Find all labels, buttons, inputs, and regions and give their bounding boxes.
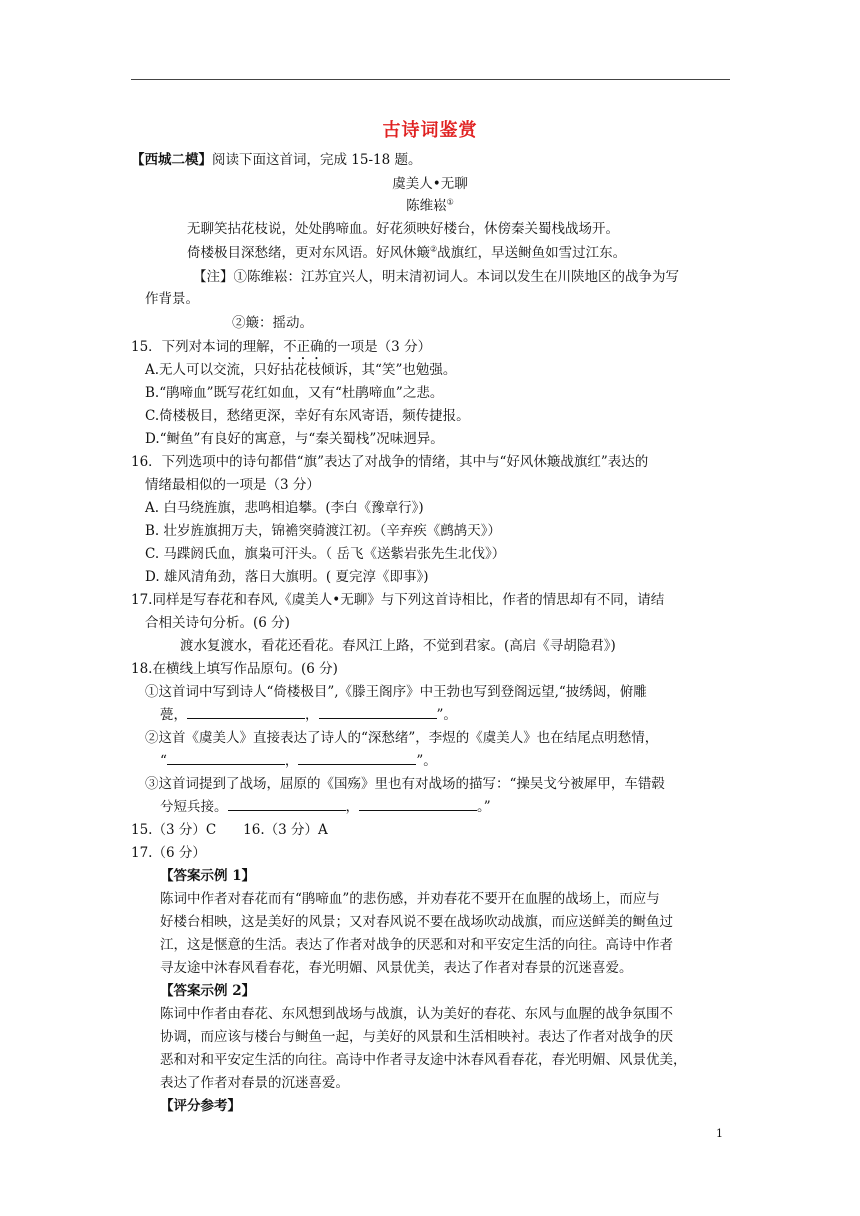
answer-example-2-label: 【答案示例 2】 <box>160 983 256 999</box>
answer-blank[interactable] <box>298 751 416 765</box>
q15-option-a: A.无人可以交流，只好拈花枝倾诉，其“笑”也勉强。 <box>145 362 457 378</box>
q16-option-a: A. 白马绕旌旗，悲鸣相追攀。(李白《豫章行》) <box>145 500 424 516</box>
q18-item-3-cont: 兮短兵接。 ， 。” <box>160 799 491 815</box>
intro-line <box>131 150 422 170</box>
answer-blank[interactable] <box>187 705 305 719</box>
q16-option-b: B. 壮岁旌旗拥万夫，锦襜突骑渡江初。（辛弃疾《鹧鸪天》） <box>145 523 502 539</box>
page-number: 1 <box>716 1127 723 1140</box>
footnote-mark-1: ① <box>446 197 454 207</box>
note-1-cont: 作背景。 <box>145 291 199 307</box>
answer-example-1-line: 陈词中作者对春花而有“鹃啼血”的悲伤感，并劝春花不要开在血腥的战场上，而应与 <box>160 891 660 907</box>
q17-poem: 渡水复渡水，看花还看花。春风江上路，不觉到君家。(高启《寻胡隐君》) <box>180 638 616 654</box>
answer-example-2-line: 恶和对和平安定生活的向往。高诗中作者寻友途中沐春风看春花，春光明媚、风景优美， <box>160 1052 687 1068</box>
answer-15-16: 15.（3 分）C 16.（3 分）A <box>131 822 328 838</box>
q18-item-2: ②这首《虞美人》直接表达了诗人的“深愁绪”，李煜的《虞美人》也在结尾点明愁情， <box>145 730 659 746</box>
q15-option-d: D.“鲥鱼”有良好的寓意，与“秦关蜀栈”况味迥异。 <box>145 431 444 447</box>
answer-example-1-label: 【答案示例 1】 <box>160 868 256 884</box>
answer-example-1-line: 好楼台相映，这是美好的风景；又对春风说不要在战场吹动战旗，而应送鲜美的鲥鱼过 <box>160 914 673 930</box>
q17-stem: 17.同样是写春花和春风,《虞美人•无聊》与下列这首诗相比，作者的情思却有不同，请结 <box>131 592 665 608</box>
answer-blank[interactable] <box>359 797 477 811</box>
intro-text: 阅读下面这首词，完成 15-18 题。 <box>212 152 422 168</box>
q15-option-b: B.“鹃啼血”既写花红如血，又有“杜鹃啼血”之悲。 <box>145 385 444 401</box>
q18-item-2-cont: “ ， ”。 <box>160 753 437 769</box>
poem-author-line <box>0 196 860 216</box>
header-rule <box>131 79 730 80</box>
emphasis-not-correct: 不正确 <box>283 339 324 355</box>
q15-stem: 15．下列对本词的理解，不正确的一项是（3 分） <box>131 339 432 355</box>
q15-option-c: C.倚楼极目，愁绪更深，幸好有东风寄语，频传捷报。 <box>145 408 470 424</box>
q17-stem-cont: 合相关诗句分析。(6 分) <box>145 615 290 631</box>
answer-blank[interactable] <box>228 797 346 811</box>
answer-17-header: 17.（6 分） <box>131 845 206 861</box>
q16-option-d: D. 雄风清角劲，落日大旗明。( 夏完淳《即事》) <box>145 569 429 585</box>
answer-example-2-line: 陈词中作者由春花、东风想到战场与战旗，认为美好的春花、东风与血腥的战争氛围不 <box>160 1006 673 1022</box>
q18-stem: 18.在横线上填写作品原句。(6 分) <box>131 661 338 677</box>
q18-item-3: ③这首词提到了战场，屈原的《国殇》里也有对战场的描写：“操吴戈兮被犀甲，车错毂 <box>145 776 665 792</box>
q18-item-1: ①这首词中写到诗人“倚楼极目”,《滕王阁序》中王勃也写到登阁远望,“披绣闼，俯雕 <box>145 684 647 700</box>
q16-stem: 16．下列选项中的诗句都借“旗”表达了对战争的情绪，其中与“好风休簸战旗红”表达的 <box>131 454 649 470</box>
answer-example-1-line: 江，这是惬意的生活。表达了作者对战争的厌恶和对和平安定生活的向往。高诗中作者 <box>160 937 673 953</box>
q16-option-c: C. 马蹀阏氏血，旗枭可汗头。（ 岳飞《送紫岩张先生北伐》） <box>145 546 506 562</box>
q18-item-1-cont: 甍， ， ”。 <box>160 707 457 723</box>
answer-example-2-line: 表达了作者对春景的沉迷喜爱。 <box>160 1075 349 1091</box>
poem-line-1: 无聊笑拈花枝说，处处鹃啼血。好花须映好楼台，休傍秦关蜀栈战场开。 <box>187 221 619 237</box>
poem-line-2: 倚楼极目深愁绪，更对东风语。好风休簸②战旗红，早送鲥鱼如雪过江东。 <box>187 244 627 261</box>
answer-blank[interactable] <box>167 751 285 765</box>
footnote-mark-2: ② <box>430 244 438 254</box>
note-2: ②簸：摇动。 <box>232 315 313 331</box>
source-tag: 【西城二模】 <box>131 152 212 168</box>
answer-blank[interactable] <box>319 705 437 719</box>
poem-title: 虞美人•无聊 <box>392 176 468 192</box>
page-title: 古诗词鉴赏 <box>382 120 478 141</box>
answer-example-1-line: 寻友途中沐春风看春花，春光明媚、风景优美，表达了作者对春景的沉迷喜爱。 <box>160 960 633 976</box>
poem-author: 陈维崧 <box>406 198 447 214</box>
note-1: 【注】①陈维崧：江苏宜兴人，明末清初词人。本词以发生在川陕地区的战争为写 <box>193 269 679 285</box>
answer-example-2-line: 协调，而应该与楼台与鲥鱼一起，与美好的风景和生活相映衬。表达了作者对战争的厌 <box>160 1029 673 1045</box>
q16-stem-cont: 情绪最相似的一项是（3 分） <box>145 477 320 493</box>
scoring-label: 【评分参考】 <box>160 1098 241 1114</box>
